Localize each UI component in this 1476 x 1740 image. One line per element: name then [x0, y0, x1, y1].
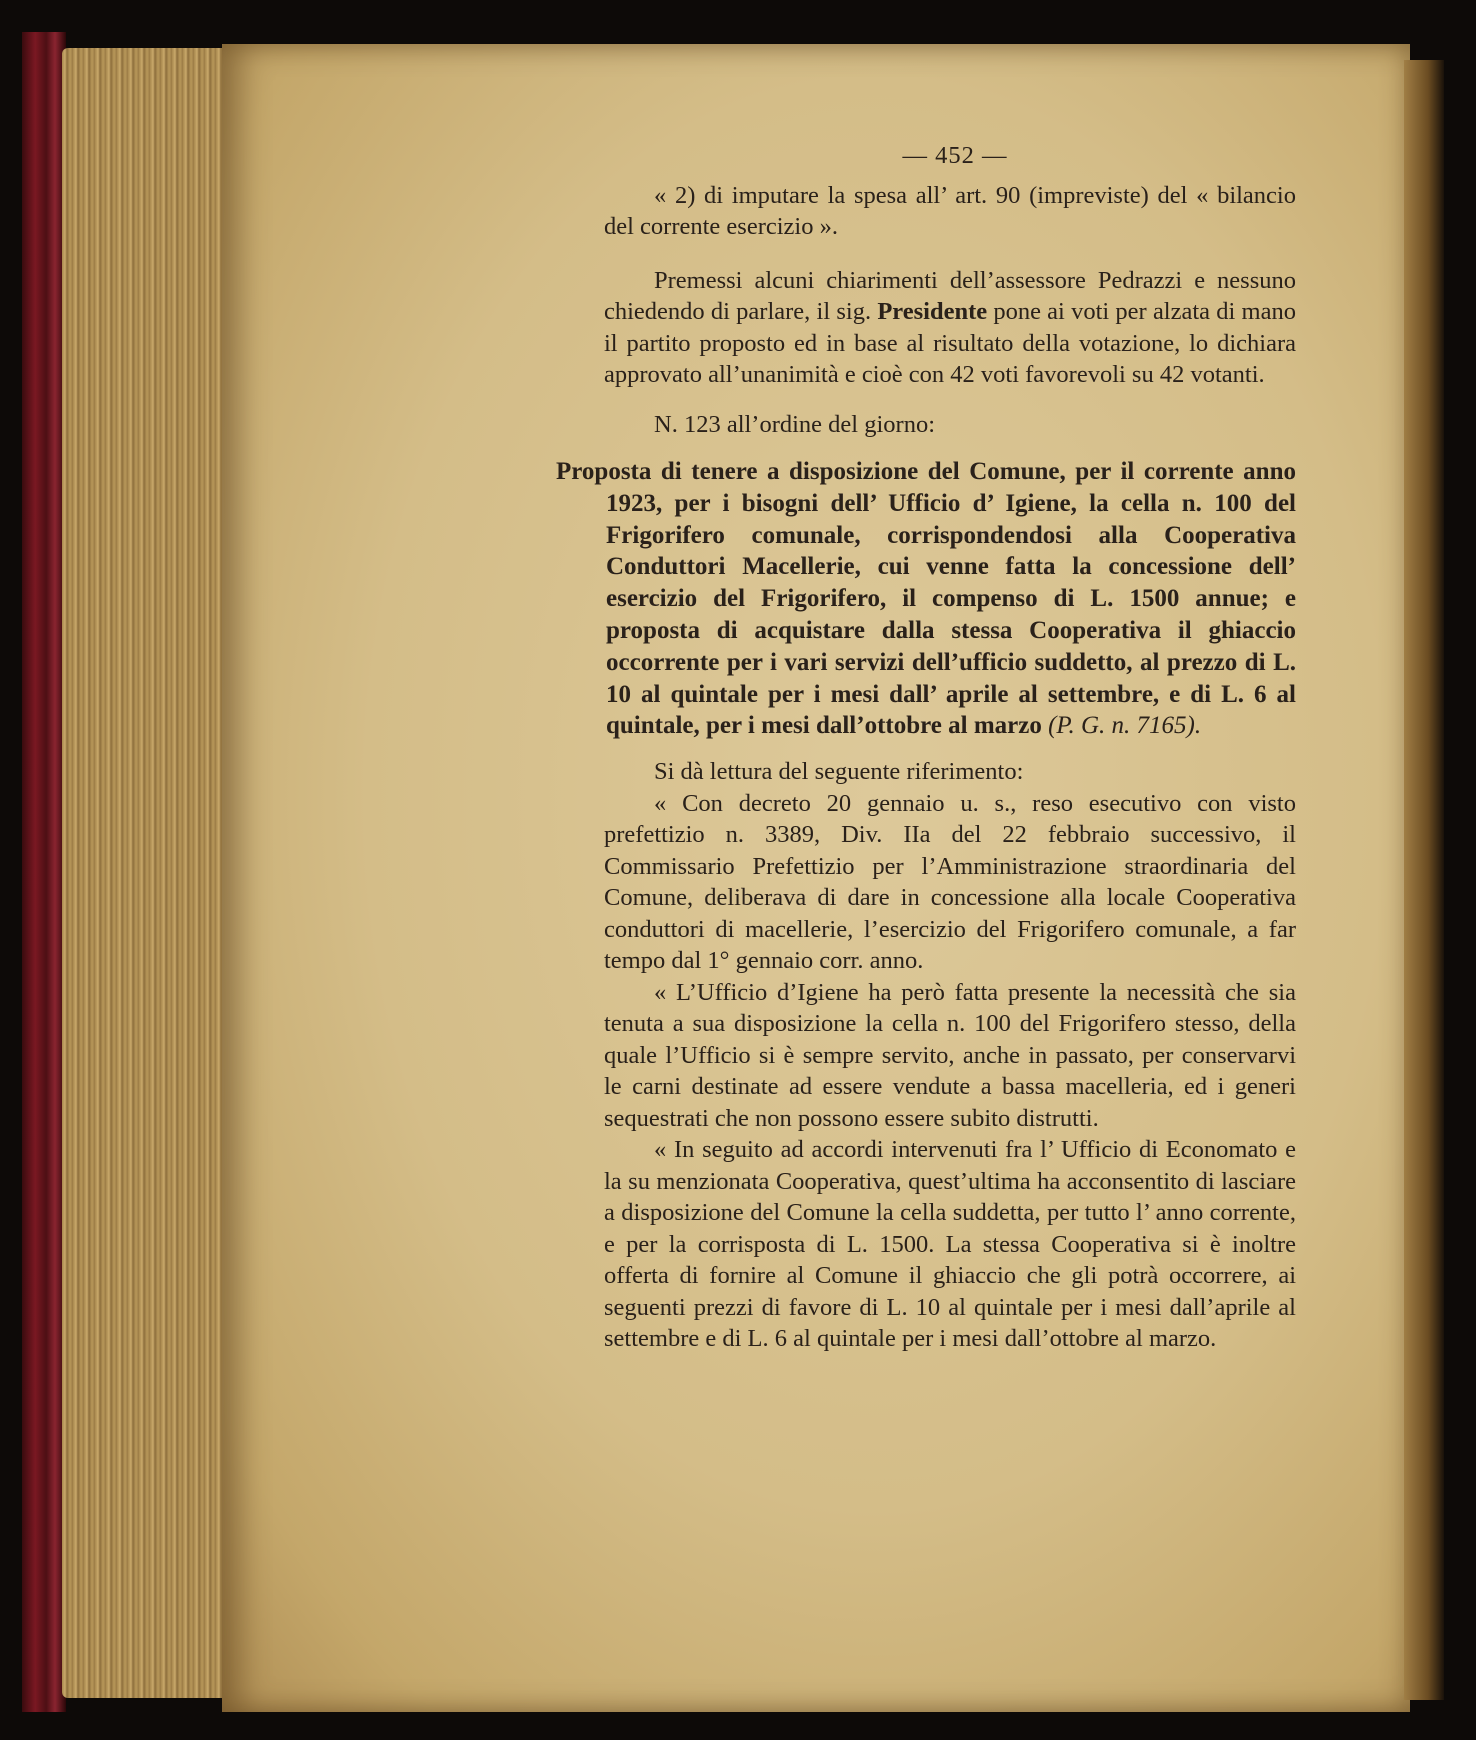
- paragraph-vote-president: Presidente: [877, 298, 988, 325]
- paragraph-vote-after: pone ai voti per alzata di mano il partito proposto ed in base al risultato della votazione, lo dichiara approvato all’unanimità e cioè con 42 voti favorevoli su 42 votanti.: [604, 298, 1296, 388]
- paragraph-hygiene-office: « L’Ufficio d’Igiene ha però fatta presente la necessità che sia tenuta a sua disposizione la cella n. 100 del Frigorifero stesso, della quale l’Ufficio si è sempre servito, anche in passato, per conservarvi le carni destinate ad essere vendute a bassa macelleria, ed i generi sequestrati che non possono essere subito distrutti.: [604, 978, 1296, 1132]
- page-gutter-right: [1404, 60, 1444, 1700]
- proposal-text: Proposta di tenere a disposizione del Comune, per il corrente anno 1923, per i bisogni dell’ Ufficio d’ Igiene, la cella n. 100 del Frigorifero comunale, corrispondendosi alla Cooperativa Conduttori Macellerie, cui venne fatta la concessione dell’ esercizio del Frigorifero, il compenso di L. 1500 annue; e proposta di acquistare dalla stessa Cooperativa il ghiaccio occorrente per i vari servizi dell’ufficio suddetto, al prezzo di L. 10 al quintale per i mesi dall’ aprile al settembre, e di L. 6 al quintale, per i mesi dall’ottobre al marzo: [556, 458, 1296, 740]
- page-edges: [62, 48, 232, 1698]
- page-content: [556, 140, 1296, 1355]
- agenda-item: N. 123 all’ordine del giorno:: [654, 410, 936, 438]
- book-binding: [22, 32, 66, 1712]
- proposal-reference: (P. G. n. 7165).: [1048, 712, 1202, 740]
- paragraph-decree: « Con decreto 20 gennaio u. s., reso esecutivo con visto prefettizio n. 3389, Div. IIa del 22 febbraio successivo, il Commissario Prefettizio per l’Amministrazione straordinaria del Comune, deliberava di dare in concessione alla locale Cooperativa conduttori di macellerie, l’esercizio del Frigorifero comunale, a far tempo dal 1° gennaio corr. anno.: [604, 789, 1296, 975]
- reading-intro: Si dà lettura del seguente riferimento:: [654, 758, 1024, 786]
- page-number: — 452 —: [902, 142, 1008, 169]
- paragraph-vote: [604, 265, 1296, 391]
- proposal-heading: [556, 456, 1296, 742]
- paragraph-vote-before: Premessi alcuni chiarimenti dell’assessore Pedrazzi e nessuno chiedendo di parlare, il sig.: [604, 266, 1296, 325]
- paragraph-agreement: « In seguito ad accordi intervenuti fra l’ Ufficio di Economato e la su menzionata Cooperativa, quest’ultima ha acconsentito di lasciare a disposizione del Comune la cella suddetta, per tutto l’ anno corrente, e per la corrisposta di L. 1500. La stessa Cooperativa si è inoltre offerta di fornire al Comune il ghiaccio che gli potrà occorrere, ai seguenti prezzi di favore di L. 10 al quintale per i mesi dall’aprile al settembre e di L. 6 al quintale per i mesi dall’ottobre al marzo.: [604, 1136, 1296, 1353]
- paragraph-resolution-2: « 2) di imputare la spesa all’ art. 90 (impreviste) del « bilancio del corrente esercizio ».: [604, 181, 1296, 240]
